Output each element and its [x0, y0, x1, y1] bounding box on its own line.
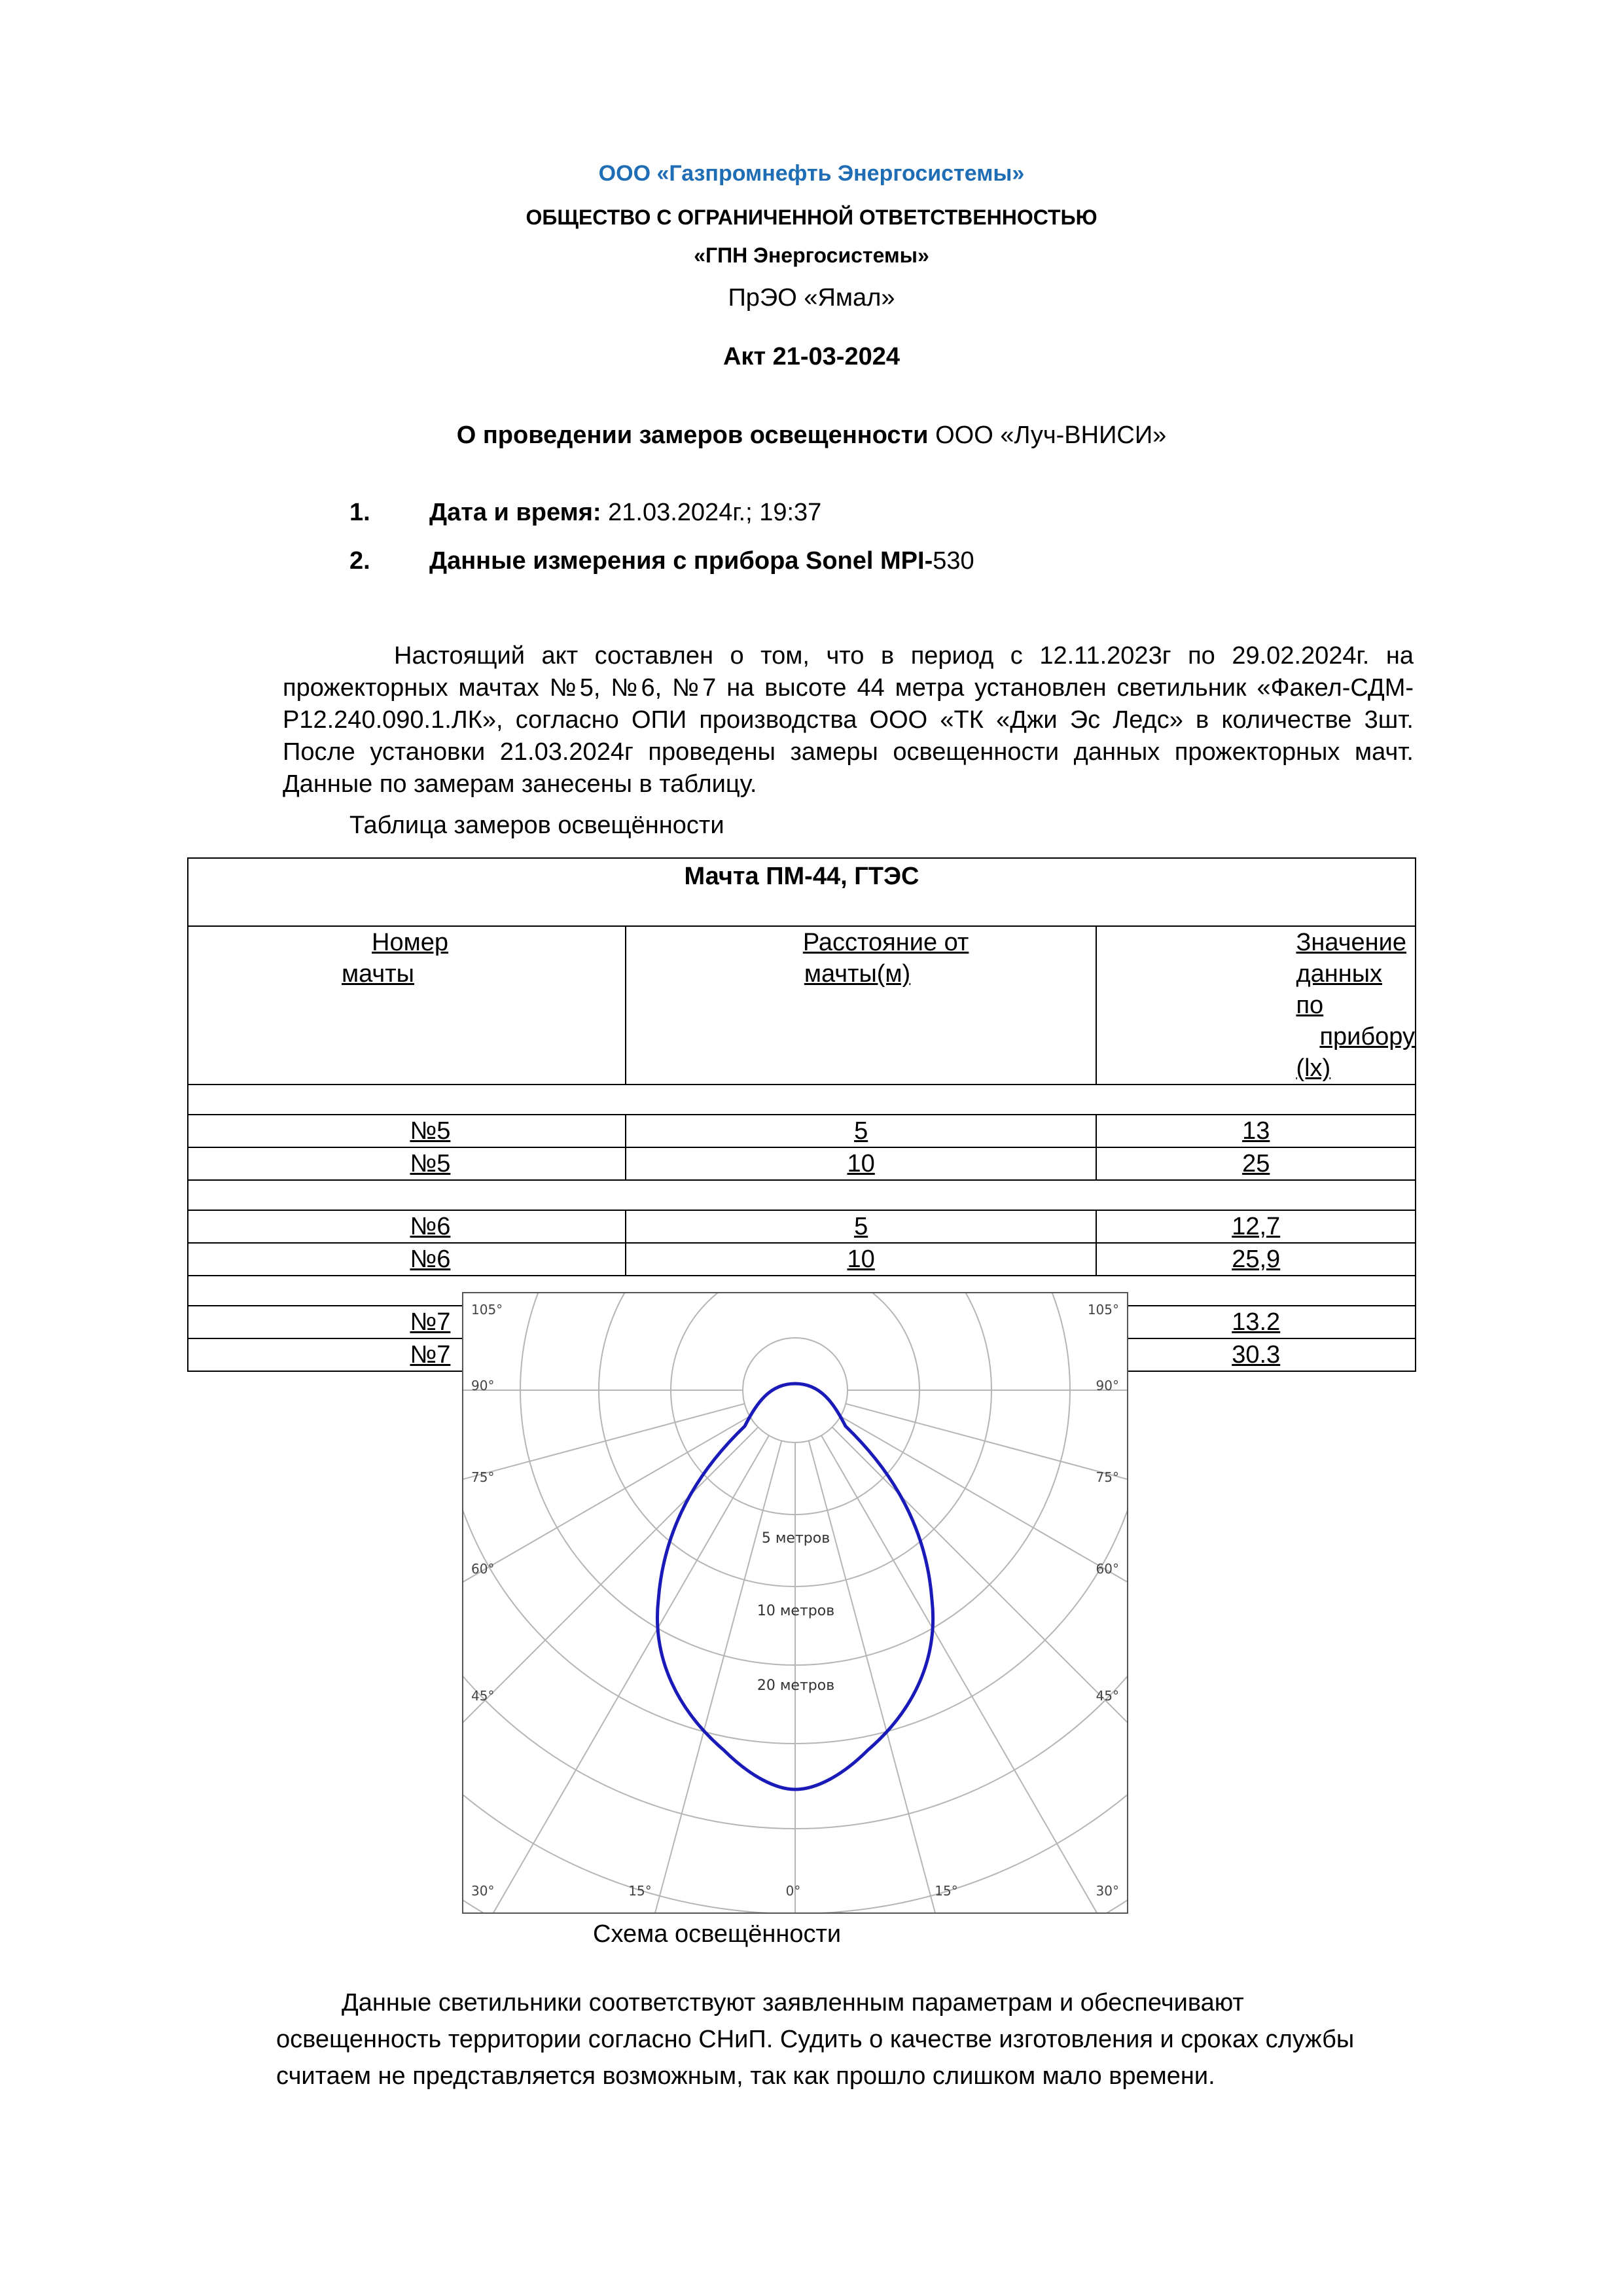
- angle-label: 15°: [628, 1883, 652, 1899]
- header-line: мачты: [342, 960, 414, 988]
- table-title: Мачта ПМ-44, ГТЭС: [188, 858, 1416, 926]
- cell-distance: 5: [626, 1210, 1097, 1243]
- item-value: 21.03.2024г.; 19:37: [608, 499, 822, 526]
- cell-value: 25: [1096, 1147, 1416, 1180]
- angle-label: 75°: [1096, 1469, 1119, 1485]
- header-line: мачты(м): [804, 960, 911, 988]
- table-spacer: [188, 1085, 1416, 1115]
- item-value: 530: [933, 547, 974, 575]
- act-title: Акт 21-03-2024: [722, 343, 900, 370]
- short-name: «ГПН Энергосистемы»: [694, 243, 929, 267]
- table-row: [188, 1210, 1416, 1243]
- item-label: Данные измерения с прибора Sonel MPI-: [429, 547, 933, 575]
- angle-label: 90°: [471, 1378, 495, 1393]
- legal-form: ОБЩЕСТВО С ОГРАНИЧЕННОЙ ОТВЕТСТВЕННОСТЬЮ: [526, 206, 1097, 229]
- act-subject: [0, 422, 1623, 450]
- cell-distance: 10: [626, 1243, 1097, 1276]
- angle-label: 105°: [471, 1302, 503, 1318]
- ring-label: 10 метров: [757, 1603, 835, 1619]
- polar-diagram-svg: [462, 1292, 1128, 1914]
- subject-bold: О проведении замеров освещенности: [456, 422, 929, 449]
- conclusion-paragraph: Данные светильники соответствуют заявленным параметрам и обеспечивают освещенность территории согласно СНиП. Судить о качестве изготовления и сроках службы считаем не представляется возможным, так как прошло слишком мало времени.: [276, 1989, 1355, 2090]
- angle-label: 60°: [471, 1561, 495, 1577]
- angle-label: 15°: [935, 1883, 958, 1899]
- company-name: ООО «Газпромнефть Энергосистемы»: [598, 161, 1025, 186]
- division-name: ПрЭО «Ямал»: [728, 284, 895, 312]
- illumination-diagram: [462, 1292, 1128, 1914]
- cell-value: 13: [1096, 1115, 1416, 1147]
- column-header-distance: [626, 926, 1097, 1085]
- header-line: Значение данных по: [1296, 929, 1406, 1019]
- cell-value: 25,9: [1096, 1243, 1416, 1276]
- angle-label: 30°: [471, 1883, 495, 1899]
- table-row: [188, 1115, 1416, 1147]
- angle-label: 45°: [471, 1688, 495, 1704]
- cell-mast: №6: [188, 1210, 626, 1243]
- table-row: [188, 1147, 1416, 1180]
- angle-label: 90°: [1096, 1378, 1119, 1393]
- angle-label: 45°: [1096, 1688, 1119, 1704]
- cell-value: 13.2: [1096, 1306, 1416, 1338]
- header-line: Расстояние от: [802, 929, 969, 956]
- diagram-caption: Схема освещённости: [593, 1920, 842, 1948]
- table-row: [188, 1243, 1416, 1276]
- item-number: 1.: [349, 499, 370, 526]
- item-label: Дата и время:: [429, 499, 601, 526]
- cell-mast: №7: [188, 1306, 626, 1338]
- ring-label: 5 метров: [761, 1530, 830, 1547]
- column-header-value: [1096, 926, 1416, 1085]
- angle-label: 0°: [785, 1883, 801, 1899]
- item-number: 2.: [349, 547, 370, 575]
- column-header-mast: [188, 926, 626, 1085]
- subject-organization: ООО «Луч-ВНИСИ»: [935, 422, 1167, 449]
- angle-label: 75°: [471, 1469, 495, 1485]
- cell-value: 30.3: [1096, 1338, 1416, 1371]
- angle-label: 30°: [1096, 1883, 1119, 1899]
- cell-mast: №5: [188, 1115, 626, 1147]
- table-spacer: [188, 1180, 1416, 1210]
- body-paragraph: Настоящий акт составлен о том, что в период с 12.11.2023г по 29.02.2024г. на прожекторных мачтах №5, №6, №7 на высоте 44 метра установлен светильник «Факел-СДМ-Р12.240.090.1.ЛК», согласно ОПИ производства ООО «ТК «Джи Эс Ледс» в количестве 3шт. После установки 21.03.2024г проведены замеры освещенности данных прожекторных мачт. Данные по замерам занесены в таблицу.: [283, 642, 1414, 798]
- header-line: Номер: [372, 929, 448, 956]
- cell-distance: 5: [626, 1115, 1097, 1147]
- cell-value: 12,7: [1096, 1210, 1416, 1243]
- angle-label: 60°: [1096, 1561, 1119, 1577]
- cell-mast: №6: [188, 1243, 626, 1276]
- cell-mast: №5: [188, 1147, 626, 1180]
- cell-mast: №7: [188, 1338, 626, 1371]
- ring-label: 20 метров: [757, 1677, 835, 1694]
- header-line: прибору (lx): [1296, 1023, 1415, 1082]
- cell-distance: 10: [626, 1147, 1097, 1180]
- angle-label: 105°: [1087, 1302, 1119, 1318]
- table-caption: Таблица замеров освещённости: [349, 812, 724, 839]
